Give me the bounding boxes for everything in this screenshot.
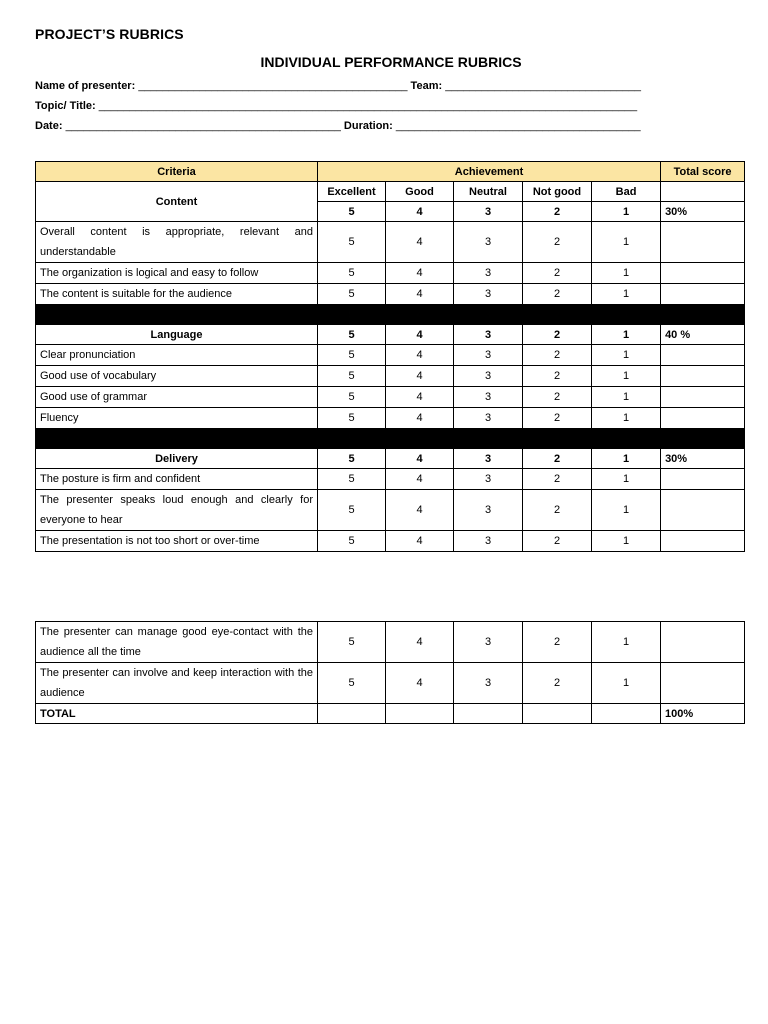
total-score-cell[interactable]	[661, 345, 745, 366]
score-option[interactable]: 4	[386, 622, 454, 663]
score-option[interactable]: 4	[386, 469, 454, 490]
table-row	[36, 490, 745, 531]
total-score-cell[interactable]	[661, 222, 745, 263]
score-option[interactable]: 1	[592, 408, 661, 429]
points-header: 3	[454, 202, 523, 222]
score-option[interactable]: 3	[454, 622, 523, 663]
total-score-cell[interactable]	[661, 531, 745, 552]
total-label: TOTAL	[36, 704, 318, 724]
score-option[interactable]: 5	[318, 490, 386, 531]
section-divider	[36, 305, 745, 325]
criterion-text: Clear pronunciation	[36, 345, 318, 366]
total-score-cell[interactable]	[523, 704, 592, 724]
table-row	[36, 284, 745, 305]
score-option[interactable]: 1	[592, 263, 661, 284]
achievement-header: Achievement	[318, 162, 661, 182]
presenter-blank[interactable]: ____________________________________________	[138, 80, 408, 92]
date-blank[interactable]: _____________________________________________	[65, 120, 341, 132]
score-option[interactable]: 5	[318, 345, 386, 366]
score-option[interactable]: 2	[523, 284, 592, 305]
score-option[interactable]: 3	[454, 531, 523, 552]
section-weight-delivery: 30%	[661, 449, 745, 469]
duration-blank[interactable]: ________________________________________	[395, 120, 641, 132]
score-option[interactable]: 4	[386, 263, 454, 284]
topic-line	[35, 100, 637, 112]
criteria-header: Criteria	[36, 162, 318, 182]
score-option[interactable]: 4	[386, 366, 454, 387]
table-row	[36, 222, 745, 263]
total-score-cell[interactable]	[454, 704, 523, 724]
score-option[interactable]: 4	[386, 490, 454, 531]
score-option[interactable]: 2	[523, 222, 592, 263]
level-header: Not good	[523, 182, 592, 202]
score-option[interactable]: 5	[318, 531, 386, 552]
total-score-cell[interactable]	[661, 263, 745, 284]
score-option[interactable]: 3	[454, 222, 523, 263]
section-name-delivery: Delivery	[36, 449, 318, 469]
score-option[interactable]: 1	[592, 366, 661, 387]
points-header: 2	[523, 449, 592, 469]
total-score-header: Total score	[661, 162, 745, 182]
duration-label: Duration:	[340, 120, 396, 132]
level-header: Good	[386, 182, 454, 202]
score-option[interactable]: 2	[523, 469, 592, 490]
score-option[interactable]: 2	[523, 408, 592, 429]
total-score-cell[interactable]	[661, 366, 745, 387]
table-row	[36, 345, 745, 366]
score-option[interactable]: 4	[386, 408, 454, 429]
points-header: 3	[454, 325, 523, 345]
total-score-cell[interactable]	[592, 704, 661, 724]
score-option[interactable]: 1	[592, 345, 661, 366]
score-option[interactable]: 5	[318, 263, 386, 284]
points-header: 3	[454, 449, 523, 469]
points-header: 4	[386, 202, 454, 222]
total-score-cell[interactable]	[386, 704, 454, 724]
score-option[interactable]: 3	[454, 366, 523, 387]
criterion-text: The presenter speaks loud enough and clearly for everyone to hear	[36, 490, 318, 531]
score-option[interactable]: 2	[523, 366, 592, 387]
level-header: Bad	[592, 182, 661, 202]
points-header: 2	[523, 202, 592, 222]
score-option[interactable]: 3	[454, 663, 523, 704]
rubric-table-continued	[35, 621, 745, 724]
total-row	[36, 704, 745, 724]
criterion-text: The presenter can manage good eye-contact with the audience all the time	[36, 622, 318, 663]
points-header: 1	[592, 449, 661, 469]
score-option[interactable]: 5	[318, 469, 386, 490]
section-header-row	[36, 325, 745, 345]
table-row	[36, 622, 745, 663]
rubric-table-main	[35, 161, 745, 552]
table-row	[36, 663, 745, 704]
score-option[interactable]: 5	[318, 387, 386, 408]
table-row	[36, 366, 745, 387]
score-option[interactable]: 2	[523, 345, 592, 366]
score-option[interactable]: 4	[386, 387, 454, 408]
points-header: 1	[592, 325, 661, 345]
points-header: 4	[386, 325, 454, 345]
score-option[interactable]: 4	[386, 531, 454, 552]
date-label: Date:	[35, 120, 66, 132]
score-option[interactable]: 2	[523, 531, 592, 552]
score-option[interactable]: 2	[523, 663, 592, 704]
score-option[interactable]: 4	[386, 222, 454, 263]
points-header: 1	[592, 202, 661, 222]
section-weight-language: 40 %	[661, 325, 745, 345]
score-option[interactable]: 4	[386, 663, 454, 704]
total-score-cell[interactable]	[661, 408, 745, 429]
score-option[interactable]: 5	[318, 663, 386, 704]
score-option[interactable]: 5	[318, 622, 386, 663]
criterion-text: The organization is logical and easy to follow	[36, 263, 318, 284]
table-row	[36, 469, 745, 490]
score-option[interactable]: 1	[592, 387, 661, 408]
total-score-cell[interactable]	[661, 387, 745, 408]
score-option[interactable]: 5	[318, 408, 386, 429]
table-row	[36, 263, 745, 284]
level-header: Neutral	[454, 182, 523, 202]
section-weight-content: 30%	[661, 202, 745, 222]
score-option[interactable]: 1	[592, 284, 661, 305]
section-name-content: Content	[36, 182, 318, 222]
total-score-cell[interactable]	[318, 704, 386, 724]
table-row	[36, 408, 745, 429]
topic-blank[interactable]: ________________________________________________________________________________________	[98, 100, 638, 112]
divider-bar	[36, 429, 745, 449]
points-header: 5	[318, 325, 386, 345]
total-score-cell[interactable]	[661, 490, 745, 531]
section-divider	[36, 429, 745, 449]
divider-bar	[36, 305, 745, 325]
score-option[interactable]: 1	[592, 531, 661, 552]
score-option[interactable]: 3	[454, 408, 523, 429]
score-option[interactable]: 3	[454, 387, 523, 408]
criterion-text: The presenter can involve and keep interaction with the audience	[36, 663, 318, 704]
table-row	[36, 531, 745, 552]
criterion-text: Overall content is appropriate, relevant and understandable	[36, 222, 318, 263]
criterion-text: The presentation is not too short or over-time	[36, 531, 318, 552]
score-option[interactable]: 3	[454, 263, 523, 284]
score-option[interactable]: 5	[318, 222, 386, 263]
points-header: 5	[318, 202, 386, 222]
score-option[interactable]: 3	[454, 284, 523, 305]
score-option[interactable]: 4	[386, 345, 454, 366]
level-header: Excellent	[318, 182, 386, 202]
topic-label: Topic/ Title:	[35, 100, 99, 112]
section-name-language: Language	[36, 325, 318, 345]
total-score-cell[interactable]	[661, 622, 745, 663]
score-option[interactable]: 4	[386, 284, 454, 305]
date-duration-line	[35, 120, 641, 132]
team-blank[interactable]: ________________________________	[445, 80, 641, 92]
score-option[interactable]: 5	[318, 366, 386, 387]
points-header: 4	[386, 449, 454, 469]
criterion-text: Good use of vocabulary	[36, 366, 318, 387]
score-option[interactable]: 1	[592, 469, 661, 490]
score-option[interactable]: 2	[523, 387, 592, 408]
table-row	[36, 387, 745, 408]
presenter-team-line	[35, 80, 641, 92]
score-option[interactable]: 2	[523, 263, 592, 284]
score-option[interactable]: 2	[523, 622, 592, 663]
total-score-cell[interactable]	[661, 663, 745, 704]
section-header-row	[36, 449, 745, 469]
points-header: 2	[523, 325, 592, 345]
rubric-subtitle: INDIVIDUAL PERFORMANCE RUBRICS	[260, 54, 522, 70]
score-option[interactable]: 3	[454, 345, 523, 366]
score-option[interactable]: 1	[592, 622, 661, 663]
criterion-text: The posture is firm and confident	[36, 469, 318, 490]
presenter-label: Name of presenter:	[35, 80, 139, 92]
total-value: 100%	[661, 704, 745, 724]
score-option[interactable]: 5	[318, 284, 386, 305]
score-option[interactable]: 2	[523, 490, 592, 531]
criterion-text: Fluency	[36, 408, 318, 429]
score-option[interactable]: 3	[454, 469, 523, 490]
total-score-cell[interactable]	[661, 182, 745, 202]
score-option[interactable]: 3	[454, 490, 523, 531]
score-option[interactable]: 1	[592, 222, 661, 263]
total-score-cell[interactable]	[661, 469, 745, 490]
team-label: Team:	[407, 80, 446, 92]
score-option[interactable]: 1	[592, 663, 661, 704]
criterion-text: Good use of grammar	[36, 387, 318, 408]
total-score-cell[interactable]	[661, 284, 745, 305]
score-option[interactable]: 1	[592, 490, 661, 531]
points-header: 5	[318, 449, 386, 469]
document-title: PROJECT’S RUBRICS	[35, 26, 184, 42]
criterion-text: The content is suitable for the audience	[36, 284, 318, 305]
